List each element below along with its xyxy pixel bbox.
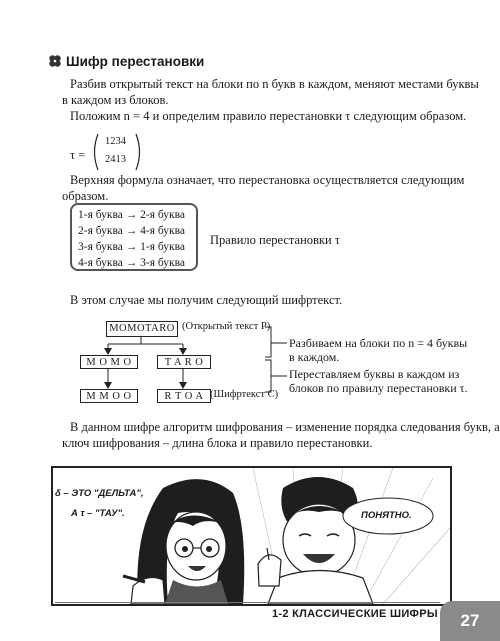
rule-item: 3-я буква → 1-я буква	[78, 241, 186, 253]
note2-line2: блоков по правилу перестановки τ.	[289, 381, 468, 395]
footer-section: 1-2 КЛАССИЧЕСКИЕ ШИФРЫ	[272, 608, 438, 620]
comic-panel	[51, 466, 452, 606]
note1-line1: Разбиваем на блоки по n = 4 буквы	[289, 336, 468, 350]
block-1: M O M O	[80, 355, 138, 369]
para5-line2: ключ шифрования – длина блока и правило перестановки.	[62, 436, 373, 450]
para2: Положим n = 4 и определим правило перестановки τ следующим образом.	[70, 109, 467, 123]
para3-line2: образом.	[62, 189, 109, 203]
rule-item: 2-я буква → 4-я буква	[78, 225, 186, 237]
speech-right: ПОНЯТНО.	[361, 510, 412, 521]
page-number: 27	[440, 601, 500, 641]
formula-bottom: 2413	[105, 154, 126, 165]
rule-item: 4-я буква → 3-я буква	[78, 257, 186, 269]
block-2: T A R O	[157, 355, 211, 369]
para3-line1: Верхняя формула означает, что перестановка осуществляется следующим	[70, 173, 465, 187]
plaintext-box: MOMOTARO	[106, 321, 178, 337]
footer-rule	[55, 602, 440, 603]
para4: В этом случае мы получим следующий шифртекст.	[70, 293, 343, 307]
speech-left-line1: δ – ЭТО "ДЕЛЬТА",	[55, 488, 144, 499]
plaintext-label: (Открытый текст P)	[182, 321, 271, 332]
heading-text: Шифр перестановки	[66, 54, 205, 69]
ciphertext-label: (Шифртекст C)	[210, 389, 279, 400]
formula-top: 1234	[105, 136, 126, 147]
note1-line2: в каждом.	[289, 350, 340, 364]
para1-line2: в каждом из блоков.	[62, 93, 169, 107]
formula-lhs: τ =	[70, 148, 86, 162]
para5-line1: В данном шифре алгоритм шифрования – изменение порядка следования букв, а	[70, 420, 500, 434]
cipher-block-1: M M O O	[80, 389, 138, 403]
cipher-block-2: R T O A	[157, 389, 211, 403]
rule-item: 1-я буква → 2-я буква	[78, 209, 186, 221]
rule-caption: Правило перестановки τ	[210, 233, 340, 247]
speech-left-line2: А τ – "ТАУ".	[71, 508, 125, 519]
note2-line1: Переставляем буквы в каждом из	[289, 367, 460, 381]
para1-line1: Разбив открытый текст на блоки по n букв в каждом, меняют местами буквы	[70, 77, 479, 91]
